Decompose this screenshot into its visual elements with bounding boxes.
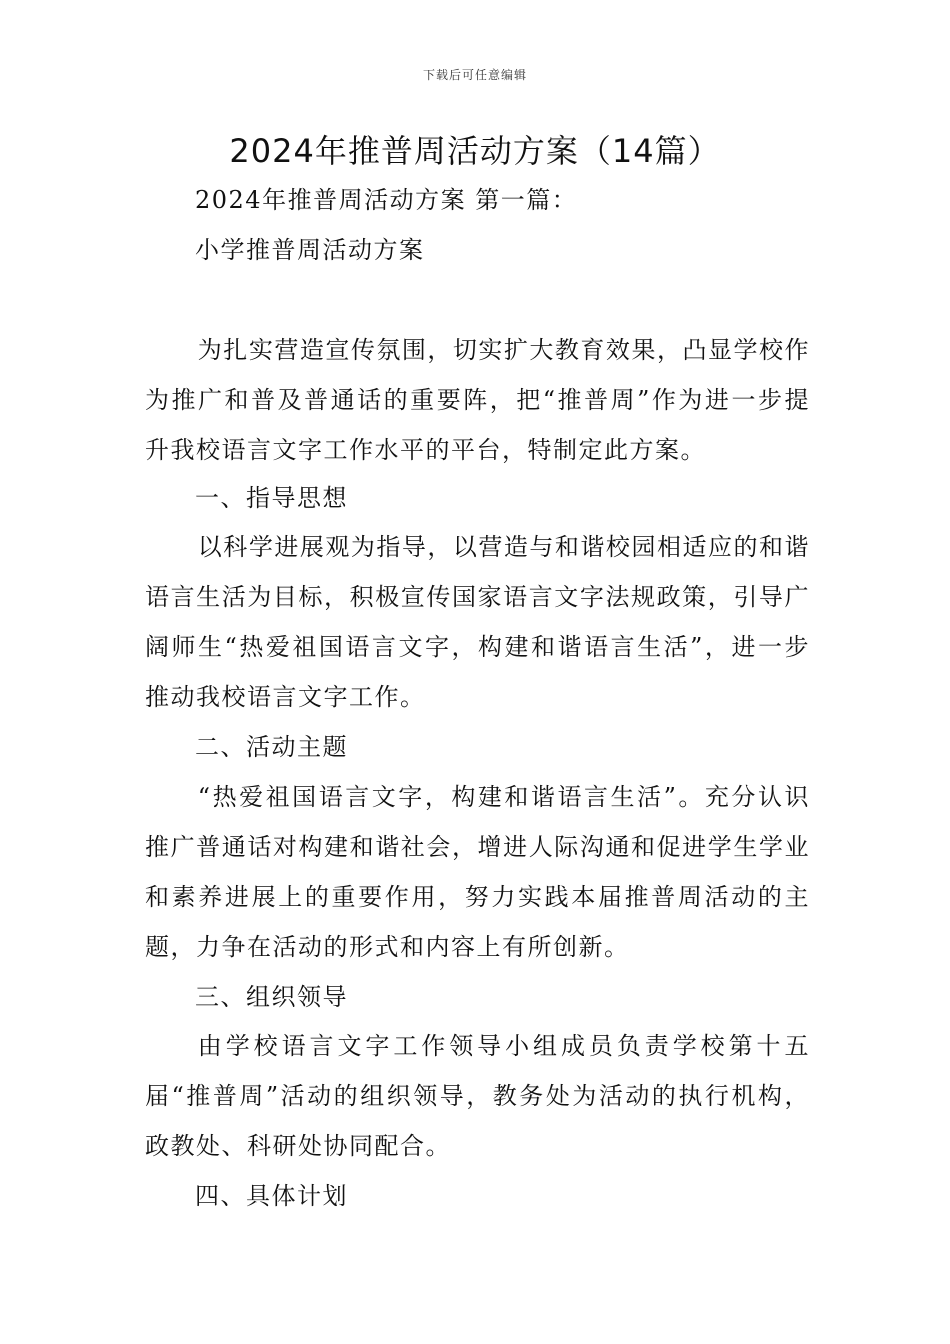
- section-heading-4: 四、具体计划: [195, 1182, 348, 1210]
- subtitle: 2024年推普周活动方案 第一篇：: [195, 186, 578, 214]
- section-heading-2: 二、活动主题: [195, 733, 348, 761]
- plan-title: 小学推普周活动方案: [195, 236, 425, 264]
- document-title: 2024年推普周活动方案（14篇）: [229, 132, 721, 170]
- section-body-1: 以科学进展观为指导，以营造与和谐校园相适应的和谐语言生活为目标，积极宣传国家语言文字法规政策，引导广阔师生“热爱祖国语言文字，构建和谐语言生活”，进一步推动我校语言文字工作。: [145, 533, 810, 711]
- header-note: 下载后可任意编辑: [422, 68, 527, 82]
- section-heading-3: 三、组织领导: [195, 983, 348, 1011]
- intro-paragraph: 为扎实营造宣传氛围，切实扩大教育效果，凸显学校作为推广和普及普通话的重要阵，把“推普周”作为进一步提升我校语言文字工作水平的平台，特制定此方案。: [145, 336, 810, 464]
- section-body-2: “热爱祖国语言文字，构建和谐语言生活”。充分认识推广普通话对构建和谐社会，增进人际沟通和促进学生学业和素养进展上的重要作用，努力实践本届推普周活动的主题，力争在活动的形式和内容上有所创新。: [145, 783, 810, 961]
- section-heading-1: 一、指导思想: [195, 484, 348, 512]
- section-body-3: 由学校语言文字工作领导小组成员负责学校第十五届“推普周”活动的组织领导，教务处为活动的执行机构，政教处、科研处协同配合。: [145, 1032, 810, 1160]
